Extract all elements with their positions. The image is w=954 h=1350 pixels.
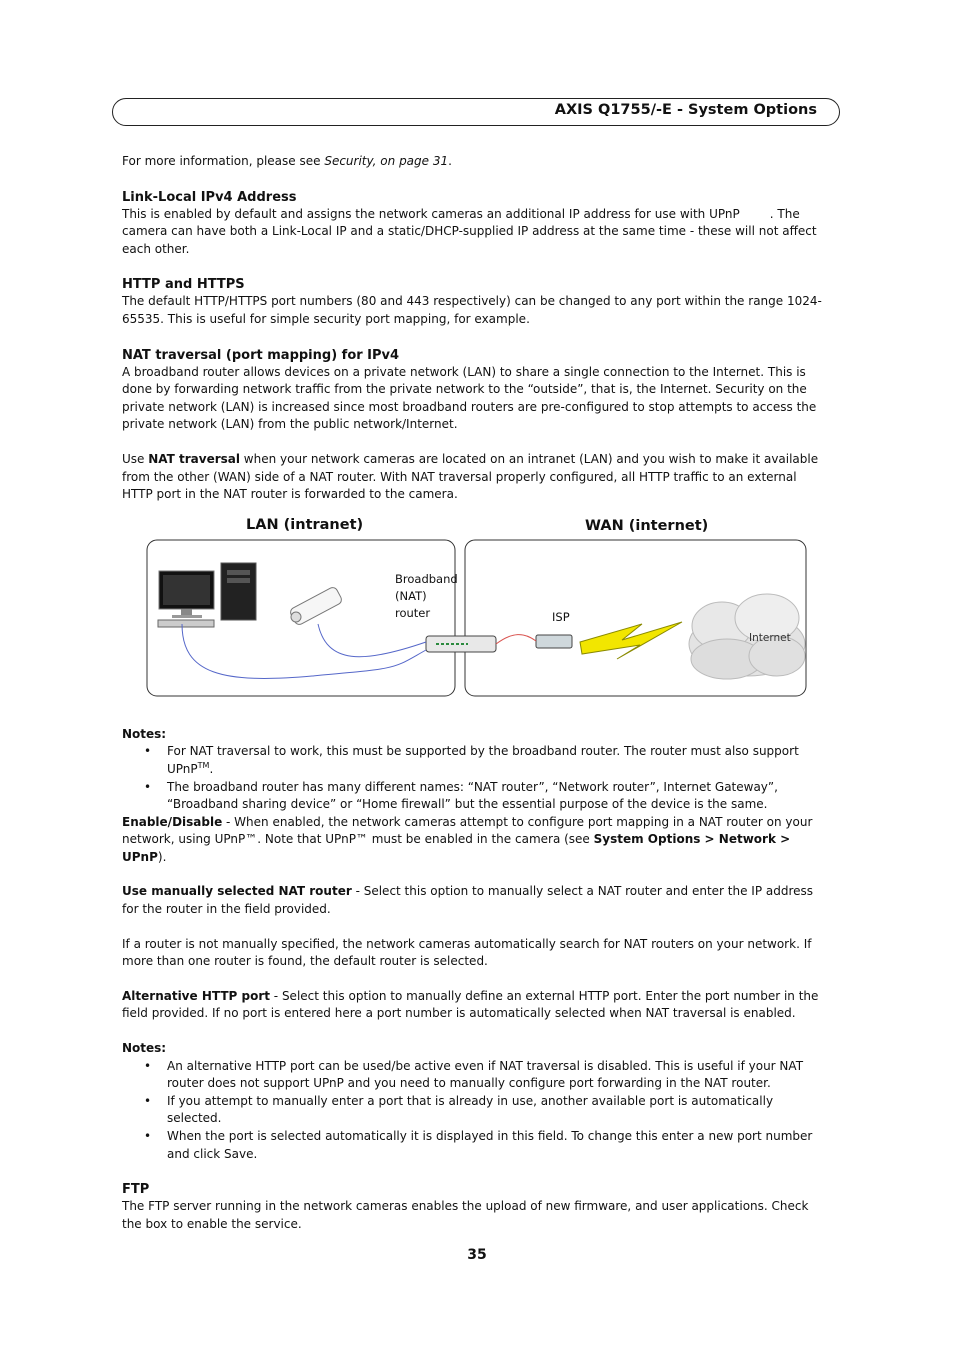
nat-para2-post: when your network cameras are located on an intranet (LAN) and you wish to make it available from the other (WAN) side of a NAT router. With NAT traversal properly configured, all HTTP traffic to an external HTTP port in the NAT router is forwarded to the camera. bbox=[122, 451, 819, 502]
intro-suffix: . bbox=[448, 154, 452, 168]
link-local-heading: Link-Local IPv4 Address bbox=[122, 189, 297, 205]
lightning-icon bbox=[580, 622, 682, 659]
manual-paragraph-2: If a router is not manually specified, the network cameras automatically search for NAT routers on your network. If more than one router is found, the default router is selected. bbox=[122, 936, 812, 969]
enable-text: - When enabled, the network cameras attempt to configure port mapping in a NAT router on your network, using UPnP™. Note that UPnP™ must be enabled in the camera (see bbox=[122, 814, 813, 847]
notes1-item1-end: . bbox=[209, 761, 214, 776]
enable-paragraph bbox=[122, 814, 828, 867]
wan-label: WAN (internet) bbox=[585, 517, 709, 534]
notes1-label-text: Notes: bbox=[122, 726, 167, 741]
nat-para1: A broadband router allows devices on a private network (LAN) to share a single connection to the Internet. This is done by forwarding network traffic from the private network to the “outside”, that is, the Internet. Security on the private network (LAN) is increased since most broadband routers are pre-configured to stop attempts to access the private network (LAN) from the public network/Internet. bbox=[122, 364, 817, 432]
enable-term: Enable/Disable bbox=[122, 814, 223, 829]
intro-text: For more information, please see bbox=[122, 154, 325, 168]
ftp-heading: FTP bbox=[122, 1182, 150, 1198]
nat-heading: NAT traversal (port mapping) for IPv4 bbox=[122, 347, 400, 363]
notes1-list bbox=[122, 743, 828, 813]
list-item: • If you attempt to manually enter a port that is already in use, another available port is automatically selected. bbox=[122, 1093, 828, 1128]
http-text: The default HTTP/HTTPS port numbers (80 and 443 respectively) can be changed to any port within the range 1024-65535. This is useful for simple security port mapping, for example. bbox=[122, 294, 822, 326]
notes2-label-text: Notes: bbox=[122, 1041, 167, 1056]
list-item bbox=[122, 743, 828, 778]
router-icon bbox=[426, 636, 496, 652]
camera-icon bbox=[289, 586, 343, 626]
router-isp-cable bbox=[496, 634, 536, 643]
alt-http-term: Alternative HTTP port bbox=[122, 988, 270, 1003]
enable-end: ). bbox=[157, 849, 167, 864]
manual-term: Use manually selected NAT router bbox=[122, 884, 352, 899]
list-item: • The broadband router has many different names: “NAT router”, “Network router”, Internet Gateway”, “Broadband sharing device” or “Home firewall” but the essential purpose of the device is the same. bbox=[122, 779, 828, 814]
isp-modem-icon bbox=[536, 635, 572, 648]
internet-label: Internet bbox=[749, 631, 791, 644]
router-label-line3: router bbox=[395, 605, 431, 620]
page-number: 35 bbox=[467, 1247, 487, 1263]
diagram-graphic bbox=[122, 514, 828, 710]
router-label-line1: Broadband bbox=[395, 571, 458, 586]
nat-para2-pre: Use bbox=[122, 451, 149, 466]
link-local-text-a: This is enabled by default and assigns the network cameras an additional IP address for use with UPnP bbox=[122, 206, 740, 221]
alt-http-paragraph bbox=[122, 988, 828, 1023]
manual-paragraph bbox=[122, 883, 828, 918]
header-title: AXIS Q1755/-E - System Options bbox=[554, 102, 817, 118]
computer-icon bbox=[158, 563, 256, 627]
page-content bbox=[122, 153, 828, 1233]
notes1-label bbox=[122, 726, 828, 744]
alt-http-text: - Select this option to manually define an external HTTP port. Enter the port number in the field provided. If no port is entered here a port number is automatically selected when NAT traversal is enabled. bbox=[122, 988, 819, 1021]
camera-cable bbox=[318, 624, 426, 657]
ftp-text: The FTP server running in the network cameras enables the upload of new firmware, and user applications. Check the box to enable the service. bbox=[122, 1199, 809, 1231]
list-item: • An alternative HTTP port can be used/be active even if NAT traversal is disabled. This is useful if your NAT router does not support UPnP and you need to manually configure port forwarding in the NAT router. bbox=[122, 1058, 828, 1093]
list-item: • When the port is selected automatically it is displayed in this field. To change this enter a new port number and click Save. bbox=[122, 1128, 828, 1163]
notes2-list bbox=[122, 1058, 828, 1164]
header-bar bbox=[112, 98, 840, 126]
pc-cable bbox=[182, 624, 426, 678]
nat-traversal-term: NAT traversal bbox=[148, 451, 240, 466]
link-local-text-b: . The camera can have both a Link-Local IP and a static/DHCP-supplied IP address at the same time - these will not affect each other. bbox=[122, 206, 817, 256]
link-local-text bbox=[122, 206, 828, 259]
notes1-item1-text: For NAT traversal to work, this must be supported by the broadband router. The router must also support UPnP bbox=[167, 744, 799, 776]
http-heading: HTTP and HTTPS bbox=[122, 277, 245, 293]
notes2-label bbox=[122, 1040, 828, 1058]
router-label-line2: (NAT) bbox=[395, 588, 427, 603]
nat-para2 bbox=[122, 451, 828, 504]
intro-paragraph bbox=[122, 153, 828, 171]
trademark-sup: TM bbox=[197, 760, 210, 770]
lan-label: LAN (intranet) bbox=[246, 516, 364, 533]
network-diagram bbox=[122, 514, 828, 710]
upnp-menu-path: System Options > Network > UPnP bbox=[122, 832, 791, 864]
manual-text: - Select this option to manually select a NAT router and enter the IP address for the router in the field provided. bbox=[122, 884, 814, 917]
isp-label: ISP bbox=[552, 609, 570, 624]
security-link[interactable]: Security, on page 31 bbox=[324, 154, 449, 168]
